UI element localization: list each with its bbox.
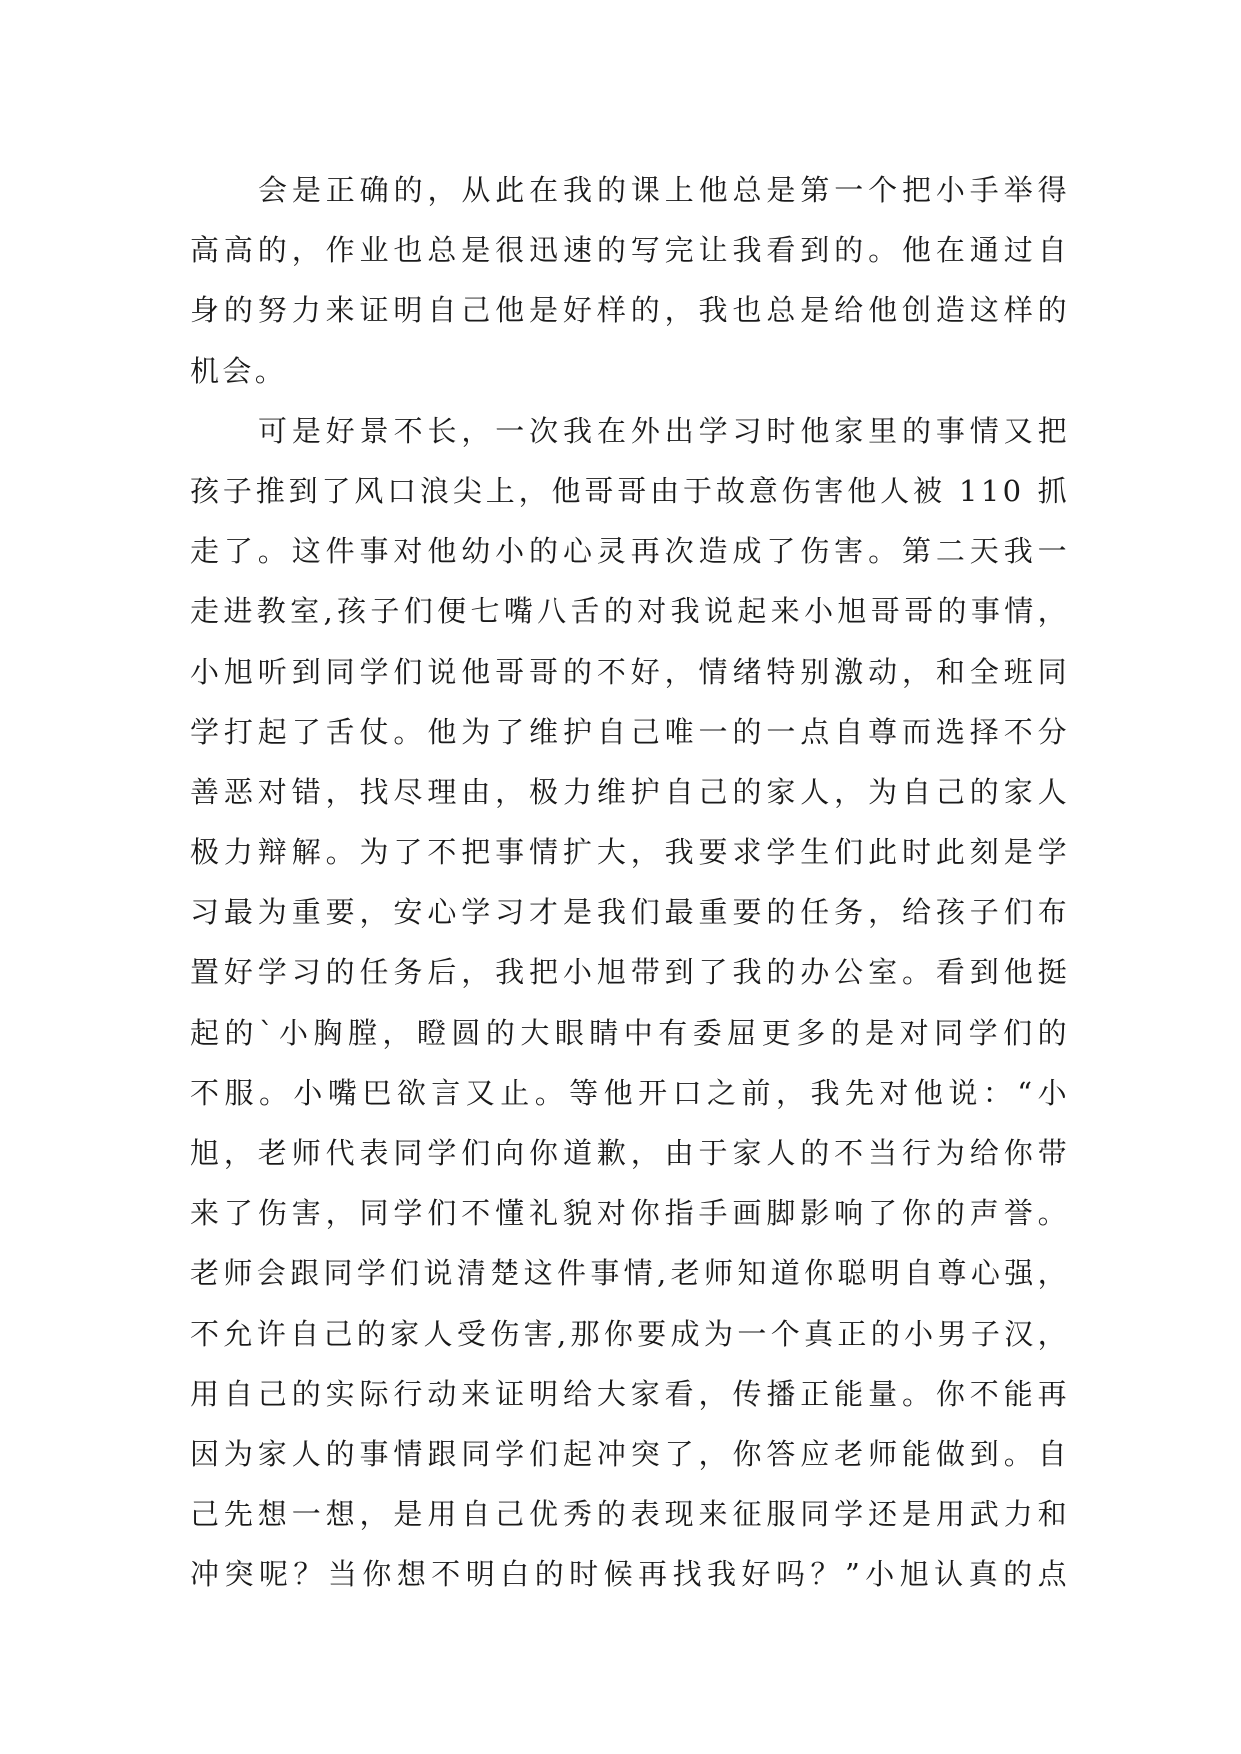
text-line: 来了伤害，同学们不懂礼貌对你指手画脚影响了你的声誉。 xyxy=(190,1196,1070,1231)
text-line: 老师会跟同学们说清楚这件事情,老师知道你聪明自尊心强， xyxy=(190,1256,1070,1291)
text-line: 习最为重要，安心学习才是我们最重要的任务，给孩子们布 xyxy=(190,895,1070,930)
text-line: 走进教室,孩子们便七嘴八舌的对我说起来小旭哥哥的事情， xyxy=(190,594,1070,629)
text-line: 旭，老师代表同学们向你道歉，由于家人的不当行为给你带 xyxy=(190,1136,1070,1170)
text-line: 极力辩解。为了不把事情扩大，我要求学生们此时此刻是学 xyxy=(190,835,1070,870)
text-line: 会是正确的，从此在我的课上他总是第一个把小手举得 xyxy=(258,173,1070,207)
text-line: 冲突呢？当你想不明白的时候再找我好吗？”小旭认真的点 xyxy=(190,1557,1070,1592)
text-line: 置好学习的任务后，我把小旭带到了我的办公室。看到他挺 xyxy=(190,955,1070,990)
text-line: 走了。这件事对他幼小的心灵再次造成了伤害。第二天我一 xyxy=(190,534,1070,569)
text-line: 用自己的实际行动来证明给大家看，传播正能量。你不能再 xyxy=(190,1376,1070,1411)
text-line: 小旭听到同学们说他哥哥的不好，情绪特别激动，和全班同 xyxy=(190,654,1070,689)
text-line: 起的`小胸膛，瞪圆的大眼睛中有委屈更多的是对同学们的 xyxy=(190,1015,1070,1050)
text-line: 身的努力来证明自己他是好样的，我也总是给他创造这样的 xyxy=(190,293,1070,328)
text-line: 善恶对错，找尽理由，极力维护自己的家人，为自己的家人 xyxy=(190,774,1070,809)
text-line: 孩子推到了风口浪尖上，他哥哥由于故意伤害他人被 110 抓 xyxy=(190,473,1070,508)
text-line: 可是好景不长，一次我在外出学习时他家里的事情又把 xyxy=(258,413,1070,448)
text-line: 不允许自己的家人受伤害,那你要成为一个真正的小男子汉， xyxy=(190,1316,1070,1351)
body-text xyxy=(190,160,1070,1605)
text-line: 机会。 xyxy=(190,353,288,388)
text-line: 因为家人的事情跟同学们起冲突了，你答应老师能做到。自 xyxy=(190,1436,1070,1471)
text-line: 不服。小嘴巴欲言又止。等他开口之前，我先对他说：“小 xyxy=(190,1075,1070,1110)
text-line: 高高的，作业也总是很迅速的写完让我看到的。他在通过自 xyxy=(190,233,1070,268)
text-line: 己先想一想，是用自己优秀的表现来征服同学还是用武力和 xyxy=(190,1497,1070,1532)
text-line: 学打起了舌仗。他为了维护自己唯一的一点自尊而选择不分 xyxy=(190,714,1070,749)
